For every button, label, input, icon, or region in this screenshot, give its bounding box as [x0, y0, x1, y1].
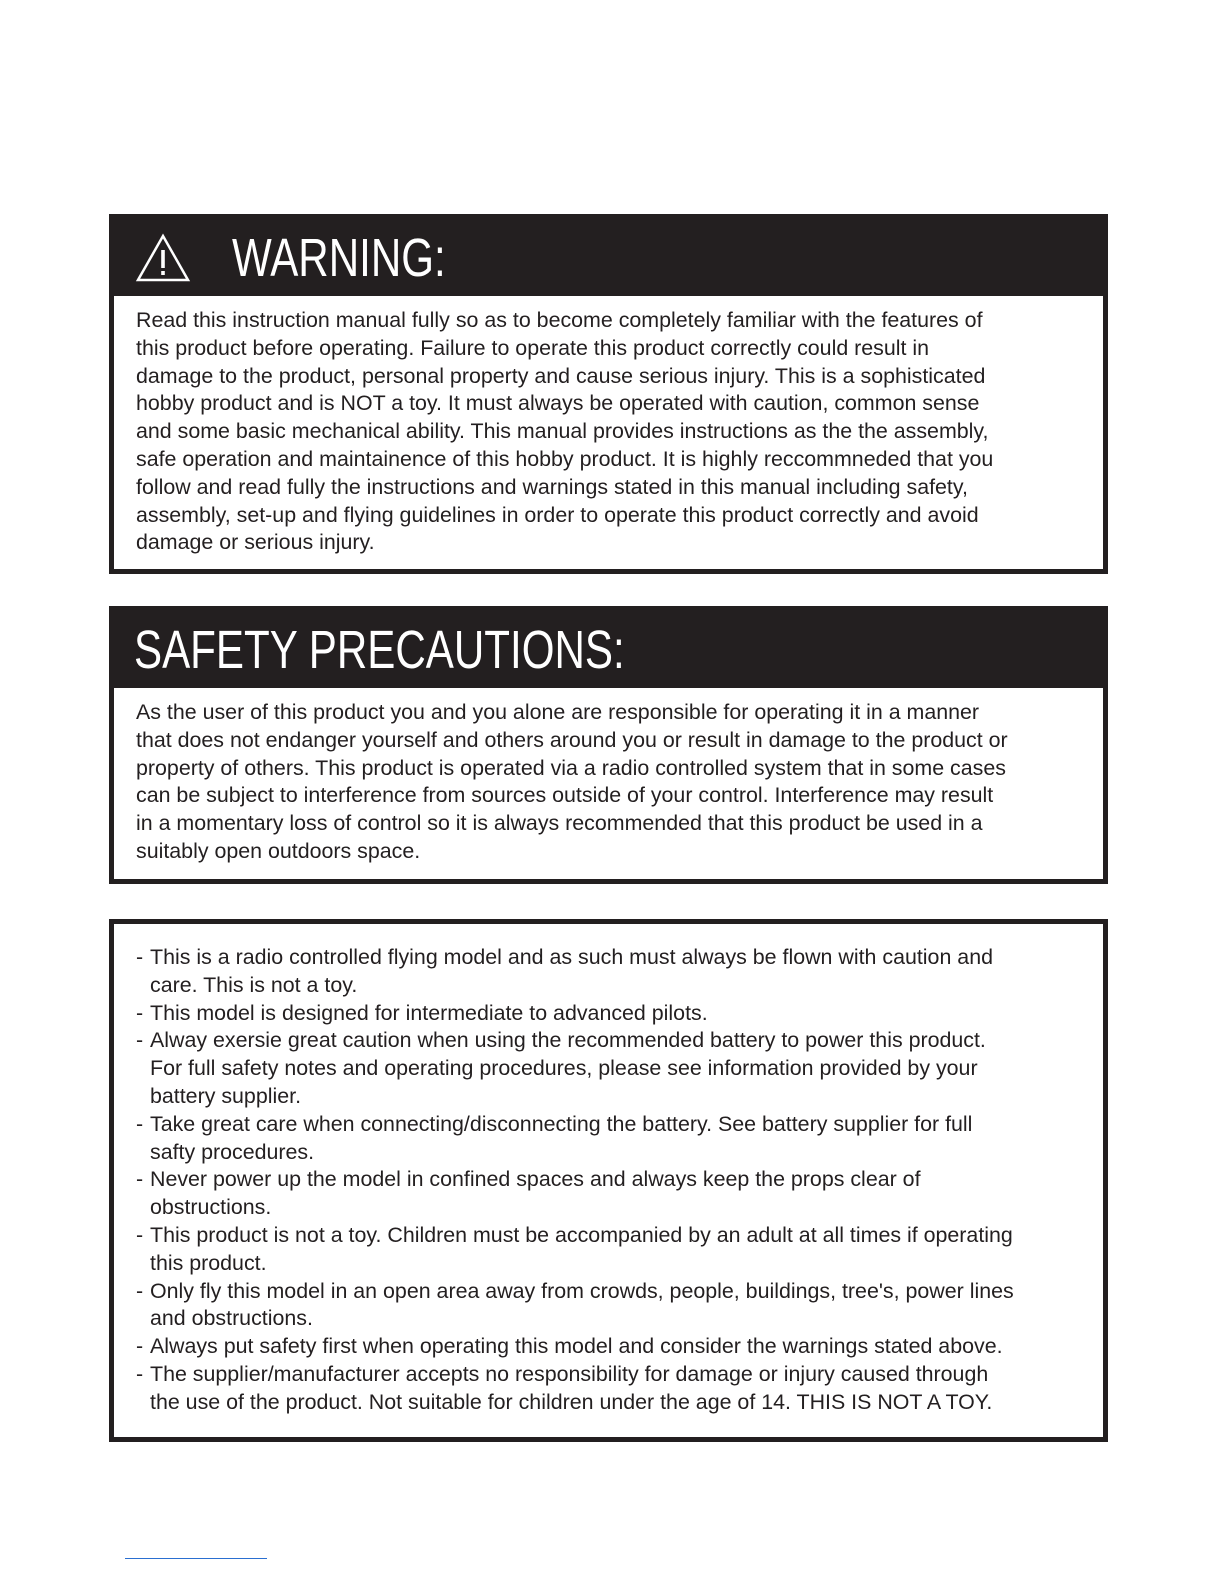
list-item	[136, 1361, 1085, 1417]
list-item-line: safty procedures.	[150, 1139, 315, 1164]
list-item-text	[150, 1000, 1085, 1028]
safety-line: property of others. This product is operated via a radio controlled system that in some cases	[136, 755, 1006, 780]
list-dash: -	[136, 945, 144, 969]
list-item-line: battery supplier.	[150, 1083, 302, 1108]
list-item-line: Always put safety first when operating this model and consider the warnings stated above.	[150, 1334, 1003, 1359]
list-item-line: this product.	[150, 1250, 267, 1275]
warning-box	[109, 214, 1108, 574]
warning-line: this product before operating. Failure to operate this product correctly could result in	[136, 335, 930, 360]
list-item-line: Never power up the model in confined spaces and always keep the props clear of	[150, 1167, 921, 1192]
warning-line: assembly, set-up and flying guidelines in order to operate this product correctly and avoid	[136, 502, 979, 527]
list-item-line: This is a radio controlled flying model and as such must always be flown with caution and	[150, 945, 993, 969]
list-dash: -	[136, 1111, 144, 1136]
list-item-text	[150, 1111, 1085, 1167]
list-item-line: For full safety notes and operating procedures, please see information provided by your	[150, 1056, 978, 1081]
list-dash: -	[136, 1334, 144, 1359]
safety-line: suitably open outdoors space.	[136, 838, 421, 863]
list-item-text	[150, 1027, 1085, 1110]
list-item-line: and obstructions.	[150, 1306, 313, 1331]
list-item	[136, 1333, 1085, 1361]
list-item	[136, 944, 1085, 1000]
list-item-text	[150, 1278, 1085, 1334]
warning-title: WARNING:	[232, 227, 446, 288]
list-item-text	[150, 1222, 1085, 1278]
list-dash: -	[136, 1028, 144, 1053]
safety-line: can be subject to interference from sources outside of your control. Interference may result	[136, 783, 994, 808]
safety-rules-box	[109, 919, 1108, 1442]
list-item-line: care. This is not a toy.	[150, 972, 358, 997]
warning-line: Read this instruction manual fully so as to become completely familiar with the features of	[136, 308, 983, 332]
list-item-text	[150, 1166, 1085, 1222]
list-item-line: obstructions.	[150, 1195, 272, 1220]
safety-line: that does not endanger yourself and others around you or result in damage to the product or	[136, 727, 1008, 752]
list-item	[136, 1278, 1085, 1334]
warning-triangle-icon	[134, 232, 192, 284]
safety-title: SAFETY PRECAUTIONS:	[134, 619, 625, 680]
list-item	[136, 1027, 1085, 1110]
list-item-line: the use of the product. Not suitable for children under the age of 14. THIS IS NOT A TOY.	[150, 1389, 993, 1414]
warning-header	[114, 219, 1103, 296]
list-item	[136, 1111, 1085, 1167]
warning-line: and some basic mechanical ability. This manual provides instructions as the the assembly,	[136, 419, 989, 444]
list-dash: -	[136, 1167, 144, 1192]
list-item-line: Take great care when connecting/disconnecting the battery. See battery supplier for full	[150, 1111, 973, 1136]
list-item	[136, 1222, 1085, 1278]
list-item-text	[150, 944, 1085, 1000]
list-dash: -	[136, 1000, 144, 1025]
list-item	[136, 1000, 1085, 1028]
list-item	[136, 1166, 1085, 1222]
warning-line: safe operation and maintainence of this hobby product. It is highly reccommneded that you	[136, 446, 994, 471]
list-item-line: This model is designed for intermediate to advanced pilots.	[150, 1000, 708, 1025]
safety-body	[114, 688, 1103, 866]
list-item-line: Alway exersie great caution when using the recommended battery to power this product.	[150, 1028, 986, 1053]
list-item-line: Only fly this model in an open area away from crowds, people, buildings, tree's, power lines	[150, 1278, 1014, 1303]
list-dash: -	[136, 1278, 144, 1303]
list-item-text	[150, 1333, 1085, 1361]
warning-line: follow and read fully the instructions and warnings stated in this manual including safety,	[136, 474, 968, 499]
warning-line: damage to the product, personal property and cause serious injury. This is a sophisticated	[136, 363, 986, 388]
warning-line: hobby product and is NOT a toy. It must always be operated with caution, common sense	[136, 391, 980, 416]
safety-header	[114, 611, 1103, 688]
footer-divider	[125, 1558, 267, 1559]
safety-rules-list	[114, 924, 1103, 1417]
safety-line: As the user of this product you and you alone are responsible for operating it in a manner	[136, 700, 980, 724]
warning-line: damage or serious injury.	[136, 530, 375, 555]
list-dash: -	[136, 1361, 144, 1386]
list-item-line: This product is not a toy. Children must be accompanied by an adult at all times if operating	[150, 1222, 1013, 1247]
safety-precautions-box	[109, 606, 1108, 884]
list-item-line: The supplier/manufacturer accepts no responsibility for damage or injury caused through	[150, 1361, 989, 1386]
warning-body	[114, 296, 1103, 557]
list-dash: -	[136, 1222, 144, 1247]
safety-line: in a momentary loss of control so it is always recommended that this product be used in a	[136, 811, 983, 836]
list-item-text	[150, 1361, 1085, 1417]
